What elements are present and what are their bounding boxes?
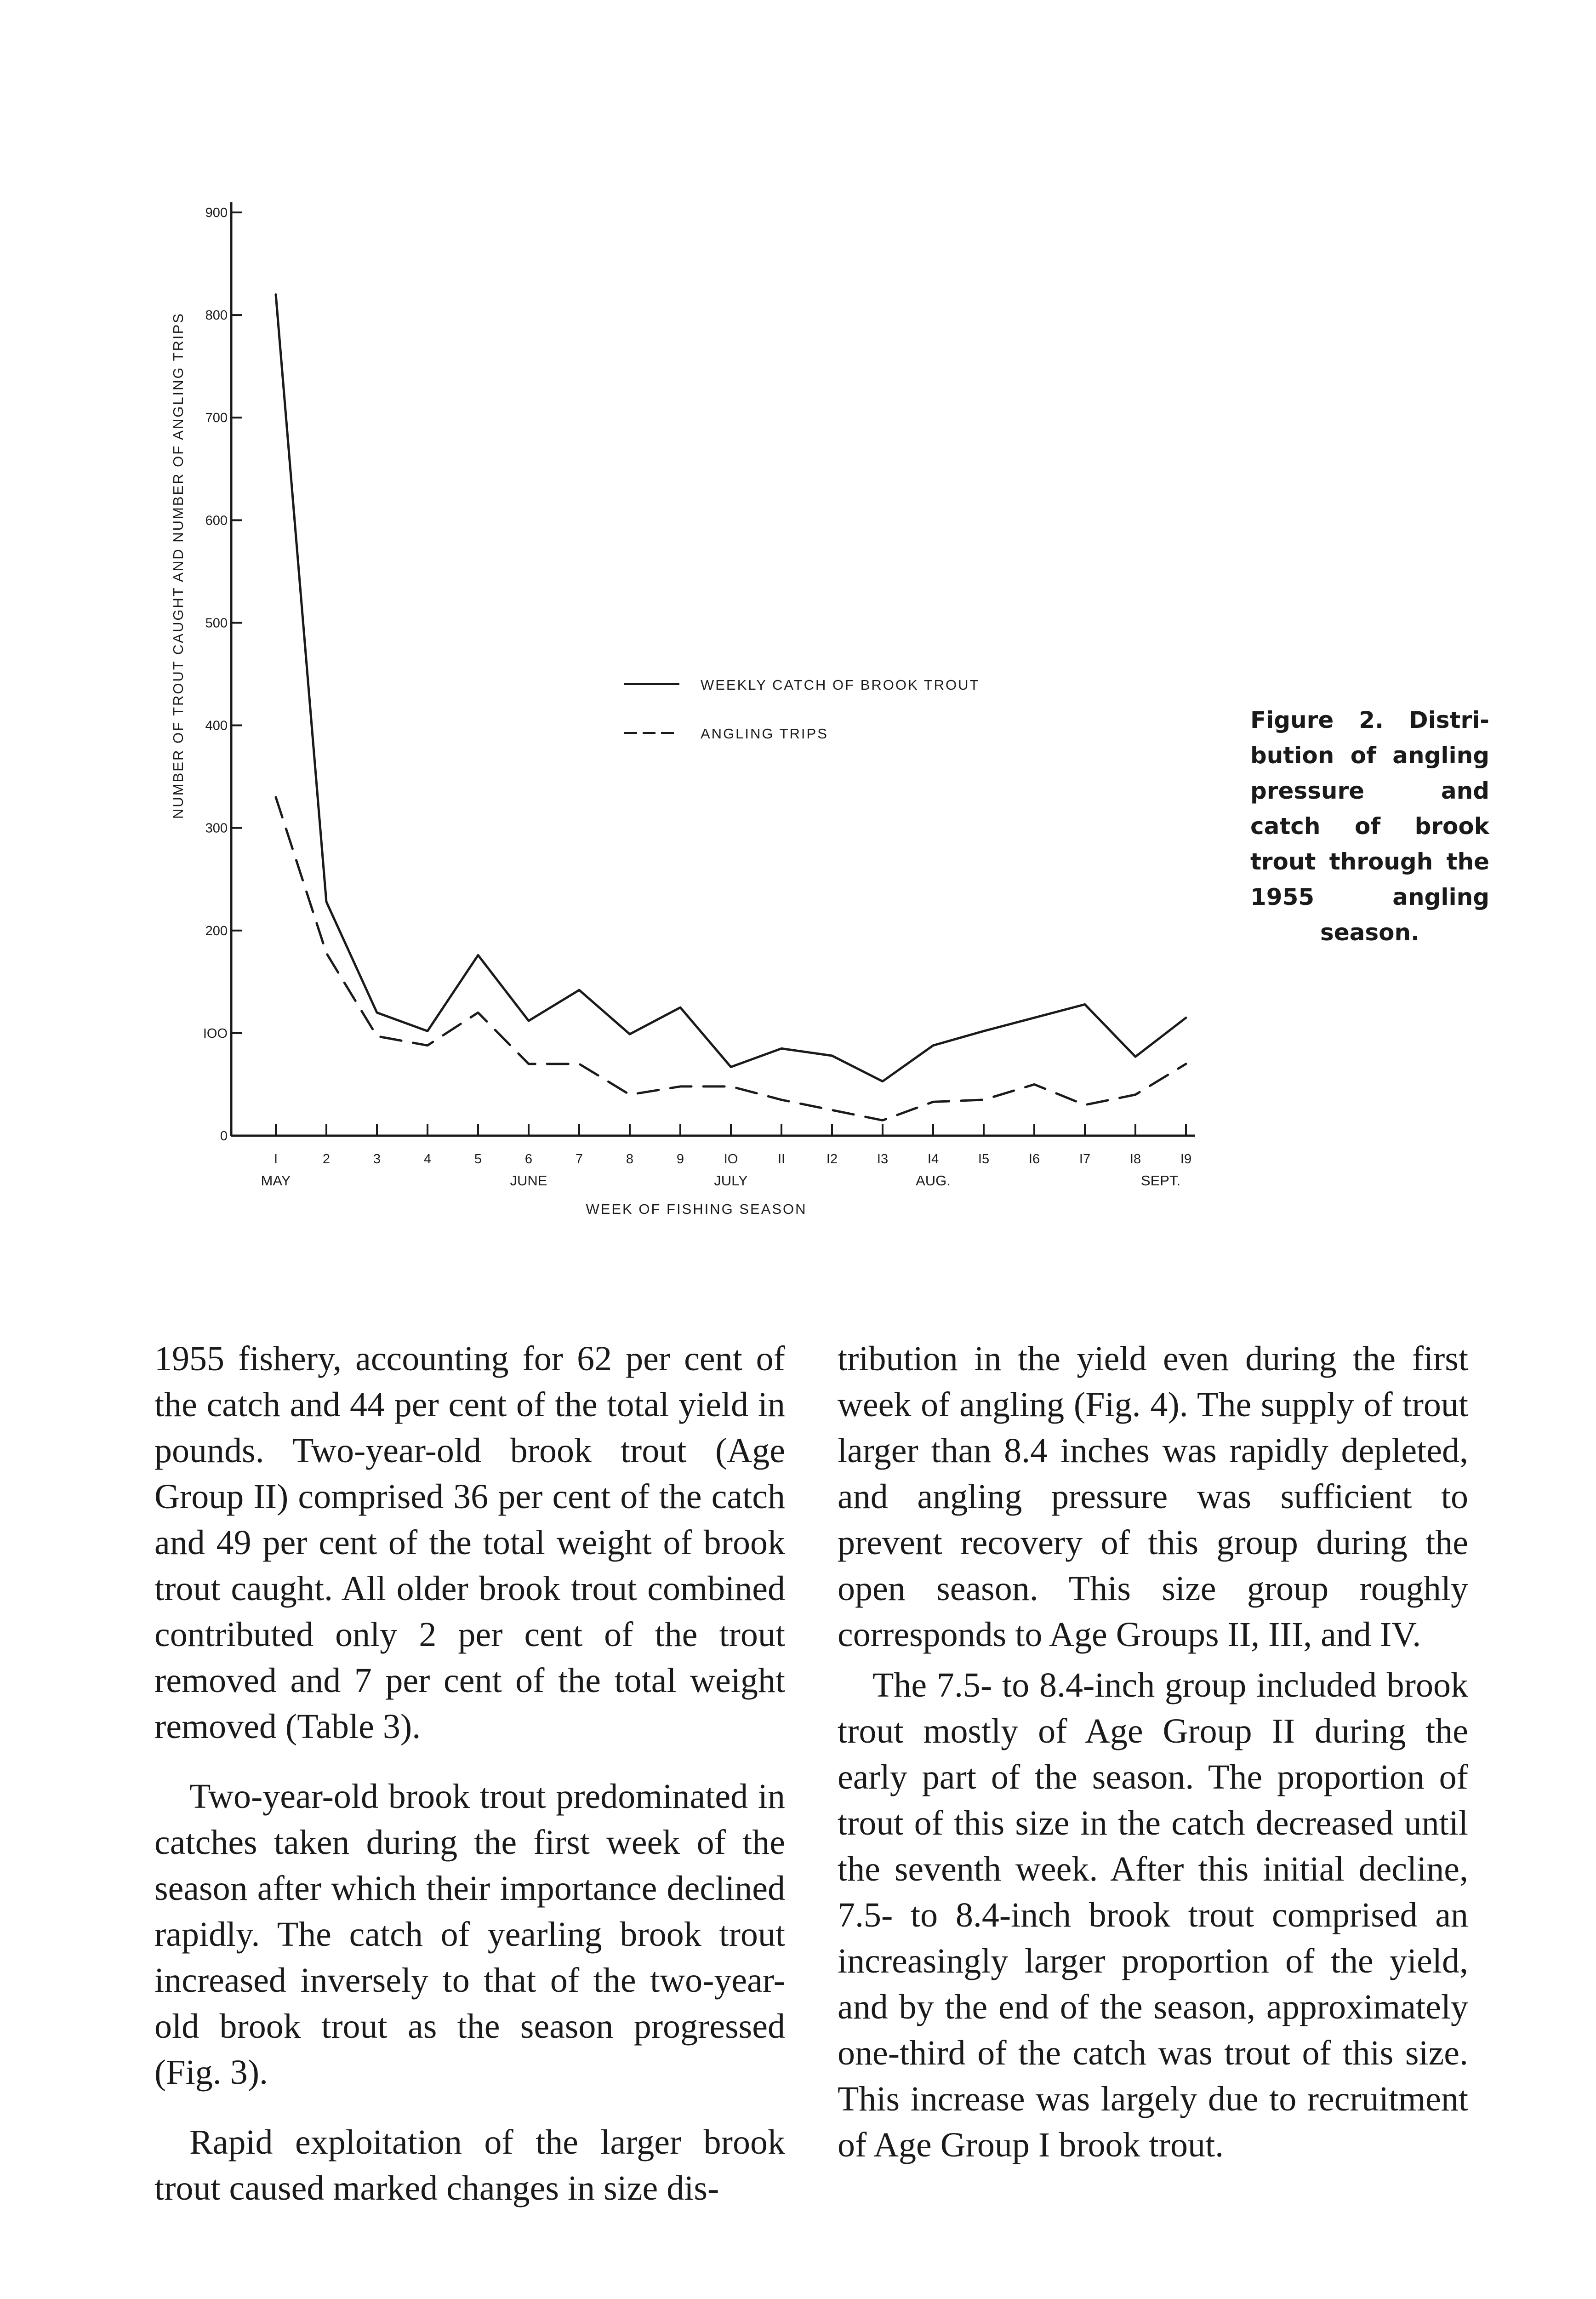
y-tick-label: IOO [203, 1026, 228, 1041]
left-paragraph-1: 1955 fishery, accounting for 62 per cent of the catch and 44 per cent of the total yield in pounds. Two-year-old brook trout (Age Group II) comprised 36 per cent of the catch and 49 per cent of the total weight of brook trout caught. All older brook trout combined contributed only 2 per cent of the trout removed and 7 per cent of the total weight removed (Table 3). [154, 1339, 785, 1746]
caption-line-4: catch of brook [1250, 813, 1489, 840]
caption-line-2: bution of angling [1250, 742, 1489, 769]
x-tick-label: 5 [474, 1152, 482, 1167]
month-label: SEPT. [1140, 1172, 1181, 1189]
series-line-angling-trips [276, 797, 1186, 1121]
legend-label-weekly-catch: WEEKLY CATCH OF BROOK TROUT [701, 677, 980, 693]
y-tick-label: 500 [205, 616, 228, 631]
month-label: MAY [261, 1172, 291, 1189]
x-tick-label: 2 [322, 1152, 331, 1167]
y-tick-label: 900 [205, 206, 228, 220]
caption-line-1: Figure 2. Distri- [1250, 707, 1489, 733]
x-tick-label: I8 [1129, 1152, 1141, 1167]
x-tick-label: 4 [423, 1152, 432, 1167]
x-tick-label: 6 [524, 1152, 533, 1167]
right-text-column [838, 1336, 1468, 2168]
month-label: JULY [714, 1172, 748, 1189]
y-tick-label: 700 [205, 411, 228, 426]
x-tick-label: I6 [1028, 1152, 1040, 1167]
x-tick-label: 8 [626, 1152, 634, 1167]
figure-caption [1250, 703, 1489, 950]
legend [624, 677, 980, 742]
x-tick-label: II [777, 1152, 786, 1167]
left-paragraph-2: Two-year-old brook trout predominated in catches taken during the first week of the season after which their importance declined rapidly. The catch of yearling brook trout increased inversely to that of the two-year-old brook trout as the season progressed (Fig. 3). [154, 1777, 785, 2092]
x-axis-ticks [274, 1124, 1191, 1167]
series-layer [276, 294, 1186, 1120]
y-axis-ticks [203, 206, 242, 1144]
x-tick-label: I5 [978, 1152, 990, 1167]
x-axis-title: WEEK OF FISHING SEASON [586, 1201, 807, 1217]
y-axis-title: NUMBER OF TROUT CAUGHT AND NUMBER OF ANGLING TRIPS [170, 312, 186, 819]
left-text-column [154, 1336, 785, 2211]
left-paragraph-3: Rapid exploitation of the larger brook trout caused marked changes in size dis- [154, 2123, 785, 2207]
x-tick-label: I [274, 1152, 278, 1167]
caption-line-3: pressure and [1250, 778, 1489, 804]
y-tick-label: 400 [205, 718, 228, 733]
right-paragraph-1: tribution in the yield even during the first week of angling (Fig. 4). The supply of trout larger than 8.4 inches was rapidly depleted, and angling pressure was sufficient to prevent recovery of this group during the open season. This size group roughly corresponds to Age Groups II, III, and IV. [838, 1339, 1468, 1654]
x-tick-label: I7 [1079, 1152, 1091, 1167]
y-tick-label: 0 [220, 1129, 228, 1144]
month-labels [261, 1172, 1181, 1189]
y-tick-label: 200 [205, 923, 228, 938]
y-tick-label: 300 [205, 821, 228, 836]
y-tick-label: 600 [205, 513, 228, 528]
x-tick-label: 3 [373, 1152, 381, 1167]
x-tick-label: 9 [676, 1152, 684, 1167]
caption-line-5: trout through the [1250, 848, 1489, 875]
right-paragraph-2: The 7.5- to 8.4-inch group included brook trout mostly of Age Group II during the early part of the season. The proportion of trout of this size in the catch decreased until the seventh week. After this initial decline, 7.5- to 8.4-inch brook trout comprised an increasingly larger proportion of the yield, and by the end of the season, approximately one-third of the catch was trout of this size. This increase was largely due to recruitment of Age Group I brook trout. [838, 1666, 1468, 2164]
caption-line-7: season. [1320, 919, 1420, 946]
month-label: AUG. [916, 1172, 951, 1189]
x-tick-label: I3 [877, 1152, 889, 1167]
caption-line-6: 1955 angling [1250, 884, 1489, 910]
y-tick-label: 800 [205, 308, 228, 323]
x-tick-label: I4 [927, 1152, 939, 1167]
x-tick-label: I9 [1180, 1152, 1192, 1167]
legend-label-angling-trips: ANGLING TRIPS [701, 726, 828, 742]
x-tick-label: IO [724, 1152, 738, 1167]
month-label: JUNE [510, 1172, 547, 1189]
x-tick-label: I2 [826, 1152, 838, 1167]
x-tick-label: 7 [575, 1152, 583, 1167]
